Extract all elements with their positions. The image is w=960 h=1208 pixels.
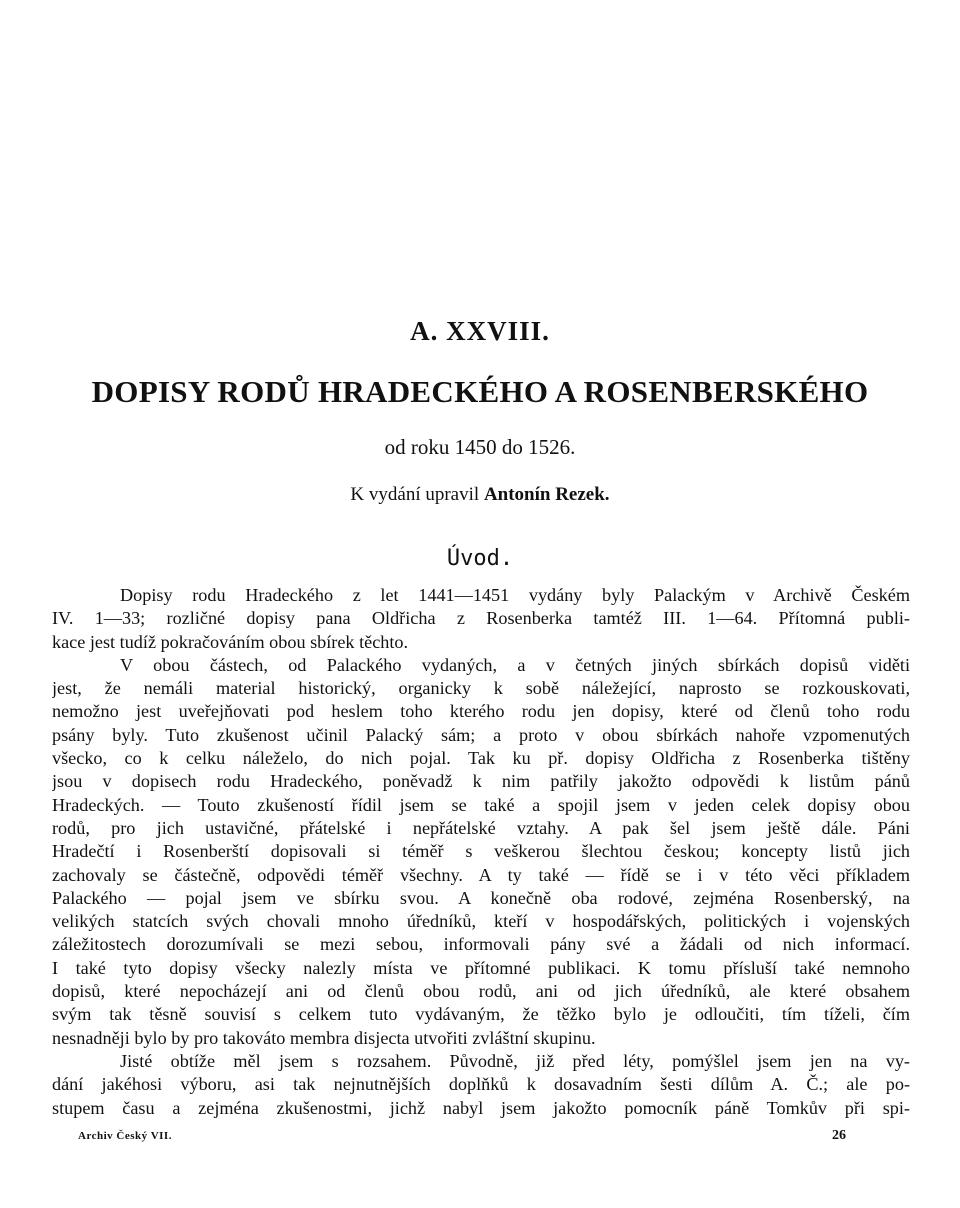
body-line: Palackého — pojal jsem ve sbírku svou. A konečně oba rodové, zejména Rosenberský, na [52,887,910,908]
body-line: stupem času a zejména zkušenostmi, jichž nabyl jsem jakožto pomocník páně Tomkův při spi- [52,1097,910,1118]
footer-source: Archiv Český VII. [78,1130,172,1142]
body-line: dopisů, které nepocházejí ani od členů obou rodů, ani od jich úředníků, ale které obsahem [52,981,910,1002]
body-line: I také tyto dopisy všecky nalezly místa ve přítomné publikaci. K tomu přísluší také nemnoho [52,957,910,978]
body-line: Dopisy rodu Hradeckého z let 1441—1451 vydány byly Palackým v Archivě Českém [120,585,910,605]
body-line: nemožno jest uveřejňovati pod heslem toho kterého rodu jen dopisy, které od členů toho rodu [52,701,910,722]
page-number: 26 [832,1128,846,1143]
body-line: Hradeckých. — Touto zkušeností řídil jsem se také a spojil jsem v jeden celek dopisy obou [52,794,910,815]
body-line: kace jest tudíž pokračováním obou sbírek těchto. [52,631,409,652]
editor-name: Antonín Rezek. [483,484,610,505]
document-subtitle: od roku 1450 do 1526. [384,435,576,459]
body-line: záležitostech dorozumívali se mezi sebou, informovali pány své a žádali od nich informací. [52,934,910,955]
body-line: dání jakéhosi výboru, asi tak nejnutnějších doplňků k dosavadním šesti dílům A. Č.; ale po- [52,1074,910,1095]
document-title: DOPISY RODŮ HRADECKÉHO A ROSENBERSKÉHO [91,374,869,409]
body-line: jsou v dopisech rodu Hradeckého, poněvadž k nim patřily jakožto odpovědi k listům pánů [52,771,910,792]
body-line: jest, že nemáli material historický, organicky k sobě náležející, naprosto se rozkouskovati, [52,678,910,699]
body-line: nesnadněji bylo by pro takováto membra disjecta utvořiti zvláštní skupinu. [52,1027,596,1048]
body-line: velikých statcích svých chovali mnoho úředníků, kteří v hospodářských, politických i vojenských [52,911,910,932]
body-line: všecko, co k celku náleželo, do nich pojal. Tak ku př. dopisy Oldřicha z Rosenberka tištěny [52,748,910,769]
editor-line [0,484,960,506]
editor-prefix: K vydání upravil [350,484,480,505]
intro-heading: Úvod. [446,546,514,571]
body-line: zachovaly se částečně, odpovědi téměř všechny. A ty také — řídě se i v této věci příkladem [52,864,910,885]
body-line: rodů, pro jich ustavičné, přátelské i nepřátelské vztahy. A pak šel jsem ještě dále. Páni [52,817,910,838]
body-line: IV. 1—33; rozličné dopisy pana Oldřicha z Rosenberka tamtéž III. 1—64. Přítomná publi- [52,608,910,629]
body-text [52,584,910,1120]
body-line: psány byly. Tuto zkušenost učinil Palacký sám; a proto v obou sbírkách nahoře vzpomenutých [52,724,910,745]
body-line: V obou částech, od Palackého vydaných, a v četných jiných sbírkách dopisů viděti [120,654,910,675]
body-line: Jisté obtíže měl jsem s rozsahem. Původně, již před léty, pomýšlel jsem jen na vy- [120,1050,910,1071]
document-number: A. XXVIII. [410,316,550,346]
body-line: svým tak těsně souvisí s celkem tuto vydávaným, že těžko bylo je odloučiti, tím tíželi, čím [52,1004,910,1025]
body-line: Hradečtí i Rosenberští dopisovali si téměř s veškerou šlechtou českou; koncepty listů jich [52,841,910,862]
